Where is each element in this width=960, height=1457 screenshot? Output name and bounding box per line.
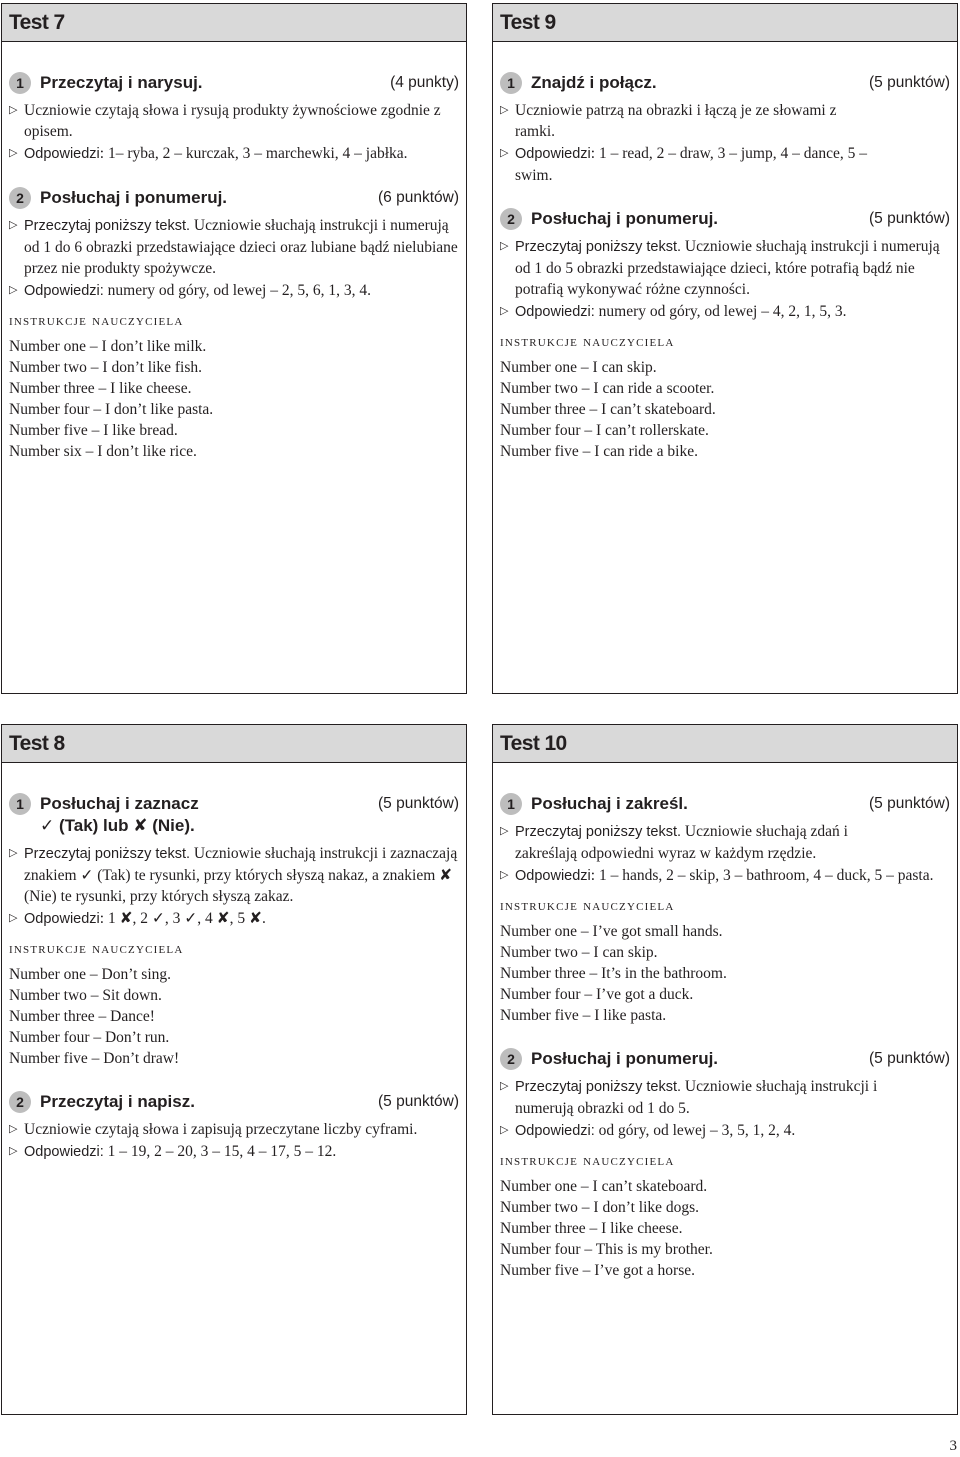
instruction-line: Number three – Dance! [9, 1008, 155, 1025]
exercise-title: Znajdź i połącz. [531, 73, 657, 92]
test-8-card [1, 724, 467, 1415]
bullet-item: ▷ Przeczytaj poniższy tekst. Uczniowie słuchają instrukcji i numerują obrazki od 1 do 5. [500, 1078, 878, 1117]
exercise-number-badge: 2 [500, 1048, 522, 1070]
exercise-number-badge: 1 [500, 793, 522, 815]
answers-text: : 1– ryba, 2 – kurczak, 3 – marchewki, 4 – jabłka. [99, 145, 408, 162]
teacher-instructions-list [500, 1176, 950, 1281]
answers-text: : 1 ✘, 2 ✓, 3 ✓, 4 ✘, 5 ✘. [99, 910, 266, 927]
exercise-title: Posłuchaj i ponumeruj. [531, 1049, 719, 1068]
triangle-bullet-icon: ▷ [9, 147, 18, 159]
test-9-header [493, 4, 957, 42]
instruction-line: Number four – I can’t rollerskate. [500, 422, 709, 439]
test-9-exercise-1 [500, 72, 950, 186]
teacher-instructions-heading: instrukcje nauczyciela [500, 1152, 675, 1169]
instruction-line: Number five – I like bread. [9, 422, 178, 439]
lead-text: Przeczytaj poniższy tekst. [515, 239, 681, 255]
instruction-line: Number one – I don’t like milk. [9, 338, 207, 355]
instruction-line: Number four – This is my brother. [500, 1241, 713, 1258]
triangle-bullet-icon: ▷ [9, 1123, 18, 1135]
bullet-item: ▷ Uczniowie czytają słowa i rysują produkty żywnościowe zgodnie z opisem. [9, 102, 441, 140]
test-9-exercise-2 [500, 208, 950, 462]
bullet-item: ▷ Przeczytaj poniższy tekst. Uczniowie słuchają instrukcji i zaznaczają znakiem ✓ (Tak) te rysunki, przy których słyszą nakaz, a znakiem ✘ (Nie) te rysunki, przy których słyszą zakaz. [9, 845, 458, 905]
exercise-points: (5 punktów) [869, 1050, 950, 1067]
test-10-title: Test 10 [500, 731, 567, 755]
answers-label: Odpowiedzi: [24, 1144, 104, 1160]
exercise-points: (5 punktów) [869, 795, 950, 812]
triangle-bullet-icon: ▷ [9, 104, 18, 116]
test-7-card [1, 3, 467, 694]
test-10-exercise-2 [500, 1048, 950, 1281]
exercise-title: Przeczytaj i napisz. [40, 1092, 195, 1111]
answers-label: Odpowiedzi [24, 911, 100, 927]
lead-text: Przeczytaj poniższy tekst. [24, 218, 190, 234]
triangle-bullet-icon: ▷ [9, 847, 18, 859]
triangle-bullet-icon: ▷ [500, 305, 509, 317]
instruction-line: Number six – I don’t like rice. [9, 443, 197, 460]
instruction-line: Number five – I can ride a bike. [500, 443, 698, 460]
test-9-title: Test 9 [500, 10, 556, 34]
lead-text: Przeczytaj poniższy tekst. [24, 846, 190, 862]
teacher-instructions-heading: instrukcje nauczyciela [9, 940, 184, 957]
triangle-bullet-icon: ▷ [9, 284, 18, 296]
answers-item [9, 280, 459, 302]
bullet-item: ▷ Przeczytaj poniższy tekst. Uczniowie słuchają instrukcji i numerują od 1 do 6 obrazki przedstawiające dzieci oraz lubiane bądź nielubiane przez nie produkty spożywcze. [9, 217, 458, 277]
instruction-line: Number five – I like pasta. [500, 1007, 667, 1024]
exercise-points: (5 punktów) [869, 210, 950, 227]
answers-label: Odpowiedzi: [24, 283, 104, 299]
instruction-line: Number two – I can ride a scooter. [500, 380, 715, 397]
instruction-line: Number three – I like cheese. [9, 380, 192, 397]
teacher-instructions-list [9, 964, 459, 1069]
answers-item [500, 301, 950, 323]
exercise-number-badge: 1 [9, 793, 31, 815]
exercise-number-badge: 2 [9, 187, 31, 209]
answers-text: 1 – 19, 2 – 20, 3 – 15, 4 – 17, 5 – 12. [103, 1143, 337, 1160]
exercise-title: Posłuchaj i ponumeruj. [531, 209, 719, 228]
lead-text: Przeczytaj poniższy tekst. [515, 824, 681, 840]
exercise-number-badge: 1 [500, 72, 522, 94]
teacher-instructions-list [9, 336, 459, 462]
test-8-exercise-1 [9, 793, 459, 1069]
triangle-bullet-icon: ▷ [500, 147, 509, 159]
lead-text: Przeczytaj poniższy tekst. [515, 1079, 681, 1095]
exercise-points: (5 punktów) [869, 74, 950, 91]
test-8-exercise-2 [9, 1091, 459, 1163]
instruction-line: Number four – Don’t run. [9, 1029, 170, 1046]
instruction-line: Number three – It’s in the bathroom. [500, 965, 727, 982]
teacher-instructions-heading: instrukcje nauczyciela [500, 333, 675, 350]
answers-label: Odpowiedzi [515, 146, 591, 162]
teacher-instructions-list [500, 921, 950, 1026]
instruction-line: Number one – I can skip. [500, 359, 657, 376]
exercise-number-badge: 2 [9, 1091, 31, 1113]
test-10-card [492, 724, 958, 1415]
answers-item [500, 1120, 950, 1142]
instruction-line: Number two – Sit down. [9, 987, 162, 1004]
answers-text: numery od góry, od lewej – 2, 5, 6, 1, 3, 4. [103, 282, 371, 299]
instruction-line: Number four – I’ve got a duck. [500, 986, 694, 1003]
exercise-title: Posłuchaj i zakreśl. [531, 794, 688, 813]
bullet-item: ▷ Przeczytaj poniższy tekst. Uczniowie słuchają instrukcji i numerują od 1 do 5 obrazki przedstawiające dzieci, które potrafią bądź nie potrafią wykonywać różne czynności. [500, 238, 940, 298]
instruction-line: Number three – I can’t skateboard. [500, 401, 716, 418]
instruction-line: Number two – I don’t like fish. [9, 359, 203, 376]
exercise-title: Przeczytaj i narysuj. [40, 73, 203, 92]
triangle-bullet-icon: ▷ [500, 240, 509, 252]
test-8-title: Test 8 [9, 731, 65, 755]
teacher-instructions-heading: instrukcje nauczyciela [500, 897, 675, 914]
triangle-bullet-icon: ▷ [9, 219, 18, 231]
page-number: 3 [949, 1438, 957, 1454]
answers-text: numery od góry, od lewej – 4, 2, 1, 5, 3. [594, 303, 847, 320]
instruction-line: Number one – I’ve got small hands. [500, 923, 723, 940]
triangle-bullet-icon: ▷ [500, 1124, 509, 1136]
instruction-line: Number four – I don’t like pasta. [9, 401, 214, 418]
exercise-points: (4 punkty) [390, 74, 459, 91]
exercise-points: (5 punktów) [378, 1093, 459, 1110]
exercise-title: Posłuchaj i ponumeruj. [40, 188, 228, 207]
test-7-exercise-2 [9, 187, 459, 462]
test-7-title: Test 7 [9, 10, 65, 34]
instruction-line: Number three – I like cheese. [500, 1220, 683, 1237]
answers-label: Odpowiedzi [24, 146, 100, 162]
exercise-title: Posłuchaj i zaznacz ✓ (Tak) lub ✘ (Nie). [40, 794, 199, 835]
bullet-item: ▷ Uczniowie patrzą na obrazki i łączą je ze słowami z ramki. [500, 102, 837, 140]
teacher-instructions-heading: instrukcje nauczyciela [9, 312, 184, 329]
answers-item [9, 143, 459, 165]
answers-text: : 1 – hands, 2 – skip, 3 – bathroom, 4 – duck, 5 – pasta. [590, 867, 934, 884]
test-10-header [493, 725, 957, 763]
test-9-card [492, 3, 958, 694]
answers-label: Odpowiedzi: [515, 304, 595, 320]
triangle-bullet-icon: ▷ [500, 104, 509, 116]
answers-item [9, 908, 459, 930]
answers-text: : 1 – read, 2 – draw, 3 – jump, 4 – dance, 5 – swim. [515, 145, 867, 184]
answers-item [500, 143, 950, 186]
triangle-bullet-icon: ▷ [500, 1080, 509, 1092]
answers-label: Odpowiedzi: [515, 1123, 595, 1139]
bullet-item: ▷ Uczniowie czytają słowa i zapisują przeczytane liczby cyframi. [9, 1121, 418, 1138]
instruction-line: Number one – I can’t skateboard. [500, 1178, 708, 1195]
instruction-line: Number two – I can skip. [500, 944, 658, 961]
exercise-number-badge: 2 [500, 208, 522, 230]
triangle-bullet-icon: ▷ [9, 912, 18, 924]
test-8-header [2, 725, 466, 763]
instruction-line: Number one – Don’t sing. [9, 966, 172, 983]
instruction-line: Number five – I’ve got a horse. [500, 1262, 695, 1279]
answers-item [500, 865, 950, 887]
teacher-instructions-list [500, 357, 950, 462]
triangle-bullet-icon: ▷ [500, 869, 509, 881]
answers-item [9, 1141, 459, 1163]
bullet-item: ▷ Przeczytaj poniższy tekst. Uczniowie słuchają zdań i zakreślają odpowiedni wyraz w każdym rzędzie. [500, 823, 848, 862]
exercise-points: (6 punktów) [378, 189, 459, 206]
exercise-points: (5 punktów) [378, 795, 459, 812]
triangle-bullet-icon: ▷ [9, 1145, 18, 1157]
instruction-line: Number two – I don’t like dogs. [500, 1199, 700, 1216]
answers-label: Odpowiedzi [515, 868, 591, 884]
instruction-line: Number five – Don’t draw! [9, 1050, 180, 1067]
test-7-header [2, 4, 466, 42]
test-7-exercise-1 [9, 72, 459, 165]
answers-text: od góry, od lewej – 3, 5, 1, 2, 4. [594, 1122, 796, 1139]
triangle-bullet-icon: ▷ [500, 825, 509, 837]
test-10-exercise-1 [500, 793, 950, 1026]
exercise-number-badge: 1 [9, 72, 31, 94]
